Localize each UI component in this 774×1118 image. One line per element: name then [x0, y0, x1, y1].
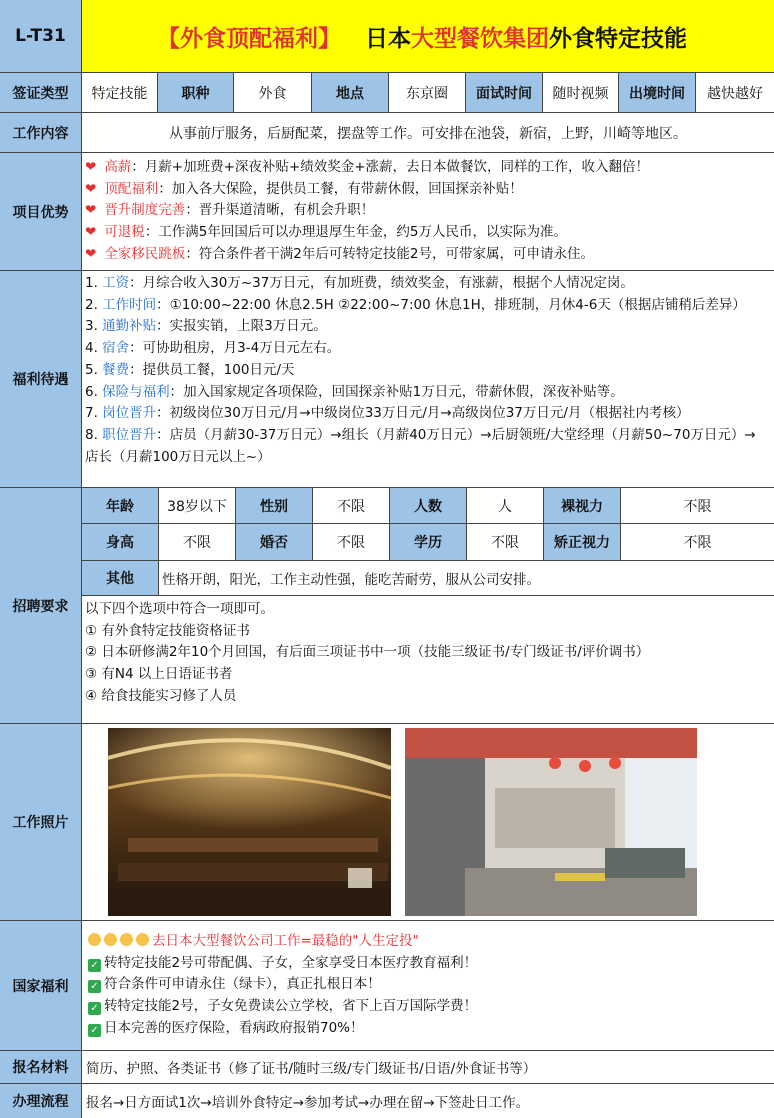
title-bracket-open: 【 [157, 25, 180, 52]
requirements-row [0, 488, 774, 724]
benefit-item: 6. 保险与福利：加入国家规定各项保险，回国探亲补贴1万日元，带薪休假，深夜补贴等。 [85, 383, 624, 400]
work-label: 工作内容 [0, 113, 82, 152]
location-label: 地点 [312, 73, 389, 112]
face-icon [104, 933, 117, 946]
option-item: ② 日本研修满2年10个月回国，有后面三项证书中一项（技能三级证书/专门级证书/评价调书） [85, 644, 650, 661]
process-text: 报名→日方面试1次→培训外食特定→参加考试→办理在留→下签赴日工作。 [86, 1095, 530, 1111]
work-row [0, 113, 774, 153]
req-row-2 [82, 524, 774, 561]
benefit-item: 4. 宿舍：可协助租房，月3-4万日元左右。 [85, 340, 341, 357]
face-icon [136, 933, 149, 946]
age-label: 年龄 [82, 488, 159, 523]
marriage-value: 不限 [313, 524, 390, 560]
advantages-list [82, 153, 774, 270]
header-row [0, 0, 774, 73]
corrected-label: 矫正视力 [544, 524, 621, 560]
count-value: 人 [467, 488, 544, 523]
national-headline: 去日本大型餐饮公司工作=最稳的"人生定投" [88, 931, 774, 953]
info-row [0, 73, 774, 113]
national-row [0, 921, 774, 1051]
materials-label: 报名材料 [0, 1051, 82, 1083]
heart-icon: ❤ [85, 245, 97, 262]
count-label: 人数 [390, 488, 467, 523]
benefits-label: 福利待遇 [0, 271, 82, 487]
national-item: ✓ 转特定技能2号可带配偶、子女，全家享受日本医疗教育福利！ [88, 953, 774, 975]
title-bracket-text: 外食顶配福利 [180, 25, 318, 52]
requirements-label: 招聘要求 [0, 488, 82, 723]
process-row [0, 1084, 774, 1118]
photos-label: 工作照片 [0, 724, 82, 920]
education-label: 学历 [390, 524, 467, 560]
title-part1: 日本 [365, 25, 411, 52]
advantage-item: ❤ 晋升制度完善：晋升渠道清晰，有机会升职！ [85, 202, 375, 219]
requirements-body [82, 488, 774, 723]
checkmark-icon: ✓ [88, 959, 101, 972]
marriage-label: 婚否 [236, 524, 313, 560]
other-value: 性格开朗，阳光，工作主动性强，能吃苦耐劳，服从公司安排。 [162, 572, 540, 588]
height-value: 不限 [159, 524, 236, 560]
departure-label: 出境时间 [619, 73, 696, 112]
checkmark-icon: ✓ [88, 1002, 101, 1015]
education-value: 不限 [467, 524, 544, 560]
benefit-item: 2. 工作时间：①10:00~22:00 休息2.5H ②22:00~7:00 休息1H，排班制，月休4-6天（根据店铺稍后差异） [85, 296, 746, 313]
other-label: 其他 [82, 561, 159, 595]
visa-value: 特定技能 [82, 73, 158, 112]
benefits-row [0, 271, 774, 488]
advantage-item: ❤ 全家移民跳板：符合条件者干满2年后可转特定技能2号，可带家属，可申请永住。 [85, 245, 594, 262]
benefit-item: 8. 职位晋升：店员（月薪30-37万日元）→组长（月薪40万日元）→后厨领班/大堂经理（月薪50~70万日元）→ 店长（月薪100万日元以上~） [85, 426, 756, 465]
interview-value: 随时视频 [543, 73, 619, 112]
heart-icon: ❤ [85, 180, 97, 197]
advantage-item: ❤ 高薪：月薪+加班费+深夜补贴+绩效奖金+涨薪，去日本做餐饮，同样的工作，收入翻倍！ [85, 159, 650, 175]
corrected-value: 不限 [683, 535, 712, 551]
heart-icon: ❤ [85, 159, 97, 175]
job-label: 职种 [158, 73, 234, 112]
face-icon [120, 933, 133, 946]
photos-area [82, 724, 774, 920]
advantages-row [0, 153, 774, 271]
visa-label: 签证类型 [0, 73, 82, 112]
checkmark-icon: ✓ [88, 980, 101, 993]
interview-label: 面试时间 [466, 73, 543, 112]
photos-row [0, 724, 774, 921]
options-intro: 以下四个选项中符合一项即可。 [85, 601, 274, 617]
national-list [82, 921, 774, 1050]
option-item: ① 有外食特定技能资格证书 [85, 622, 250, 639]
materials-text: 简历、护照、各类证书（修了证书/随时三级/专门级证书/日语/外食证书等） [86, 1061, 537, 1077]
height-label: 身高 [82, 524, 159, 560]
face-icon [88, 933, 101, 946]
benefit-item: 7. 岗位晋升：初级岗位30万日元/月→中级岗位33万日元/月→高级岗位37万日元/月（根据社内考核） [85, 405, 690, 422]
restaurant-photo-1 [108, 728, 391, 916]
national-item: ✓ 符合条件可申请永住（绿卡），真正扎根日本！ [88, 974, 774, 996]
job-value: 外食 [234, 73, 312, 112]
age-value: 38岁以下 [159, 488, 236, 523]
heart-icon: ❤ [85, 224, 97, 241]
title-bracket-close: 】 [318, 25, 341, 52]
national-item: ✓ 日本完善的医疗保险，看病政府报销70%！ [88, 1018, 774, 1040]
work-text: 从事前厅服务，后厨配菜，摆盘等工作。可安排在池袋，新宿，上野，川崎等地区。 [169, 125, 687, 142]
req-options [82, 596, 774, 723]
naked-eye-label: 裸视力 [544, 488, 621, 523]
advantages-label: 项目优势 [0, 153, 82, 270]
benefits-list [82, 271, 774, 487]
naked-eye-value: 不限 [683, 498, 712, 515]
checkmark-icon: ✓ [88, 1024, 101, 1037]
restaurant-photo-2 [405, 728, 697, 916]
option-item: ④ 给食技能实习修了人员 [85, 687, 237, 704]
title-part3: 外食特定技能 [549, 25, 687, 52]
advantage-item: ❤ 顶配福利：加入各大保险，提供员工餐，有带薪休假，回国探亲补贴！ [85, 180, 523, 197]
gender-label: 性别 [236, 488, 313, 523]
heart-icon: ❤ [85, 202, 97, 219]
process-label: 办理流程 [0, 1084, 82, 1118]
req-row-3 [82, 561, 774, 596]
title-part2: 大型餐饮集团 [411, 25, 549, 52]
job-code: L-T31 [0, 0, 82, 72]
departure-value: 越快越好 [707, 85, 763, 102]
advantage-item: ❤ 可退税：工作满5年回国后可以办理退厚生年金，约5万人民币，以实际为准。 [85, 224, 567, 241]
materials-row [0, 1051, 774, 1084]
benefit-item: 5. 餐费：提供员工餐，100日元/天 [85, 361, 295, 378]
benefit-item: 3. 通勤补贴：实报实销，上限3万日元。 [85, 318, 327, 335]
option-item: ③ 有N4 以上日语证书者 [85, 666, 233, 683]
benefit-item: 1. 工资：月综合收入30万~37万日元，有加班费，绩效奖金，有涨薪，根据个人情况定岗。 [85, 275, 634, 291]
req-row-1 [82, 488, 774, 524]
national-label: 国家福利 [0, 921, 82, 1050]
location-value: 东京圈 [389, 73, 466, 112]
national-item: ✓ 转特定技能2号，子女免费读公立学校，省下上百万国际学费！ [88, 996, 774, 1018]
gender-value: 不限 [313, 488, 390, 523]
page-title [82, 0, 774, 72]
